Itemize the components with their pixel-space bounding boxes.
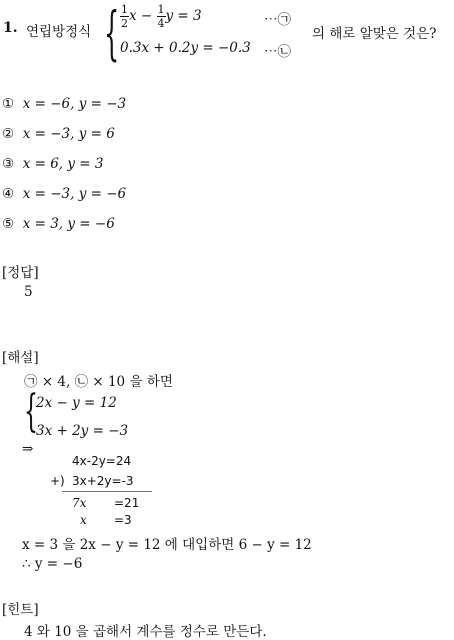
choice-4[interactable]: ④ x = −3, y = −6 (2, 186, 127, 202)
calc-line-3b: =21 (114, 496, 140, 510)
hint-text: 4 와 10 을 곱해서 계수를 정수로 만든다. (24, 624, 267, 640)
answer-heading: [정답] (2, 265, 39, 281)
solution-system-2: 3x + 2y = −3 (36, 423, 129, 439)
equation-1: $\frac{1}{2}$ x − $\frac{1}{4}$ y = 3 (121, 3, 202, 30)
solution-heading: [해설] (2, 350, 39, 366)
solution-step-1: ㉠ × 4, ㉡ × 10 을 하면 (24, 374, 173, 390)
calc-line-4a: x (80, 513, 87, 527)
marker-nieun: ㉡ (277, 44, 291, 60)
equation-2: 0.3x + 0.2y = −0.3 (120, 40, 251, 56)
question-number: 1. (3, 20, 18, 36)
marker-giyeok: ㉠ (277, 12, 291, 28)
eq1-dots: ⋯㉠ (264, 12, 291, 28)
choice-2[interactable]: ② x = −3, y = 6 (2, 126, 115, 142)
calc-line-2: 3x+2y=-3 (72, 474, 134, 488)
fraction-quarter: $\frac{1}{4}$ (157, 3, 165, 30)
choice-1[interactable]: ① x = −6, y = −3 (2, 96, 127, 112)
calc-line-4b: =3 (114, 513, 132, 527)
solution-system-1: 2x − y = 12 (36, 395, 117, 411)
solution-conclusion: ∴ y = −6 (22, 556, 83, 572)
question-suffix: 의 해로 알맞은 것은? (312, 26, 437, 42)
calc-line-1: 4x-2y=24 (72, 454, 132, 468)
marker-nieun: ㉡ (74, 374, 89, 390)
solution-brace: { (24, 388, 38, 438)
solution-substitute: x = 3 을 2x − y = 12 에 대입하면 6 − y = 12 (22, 537, 312, 553)
calc-rule (62, 491, 152, 492)
calc-plus: +) (50, 474, 65, 488)
system-brace: { (104, 0, 120, 68)
choice-5[interactable]: ⑤ x = 3, y = −6 (2, 216, 115, 232)
hint-heading: [힌트] (2, 602, 39, 618)
choice-3[interactable]: ③ x = 6, y = 3 (2, 156, 104, 172)
answer-value: 5 (24, 284, 33, 300)
calc-line-3a: 7x (72, 496, 87, 510)
implies-arrow: ⇒ (22, 441, 34, 457)
question-prefix: 연립방정식 (26, 24, 92, 40)
marker-giyeok: ㉠ (24, 374, 38, 390)
eq2-dots: ⋯㉡ (264, 44, 291, 60)
fraction-half: $\frac{1}{2}$ (121, 3, 128, 30)
